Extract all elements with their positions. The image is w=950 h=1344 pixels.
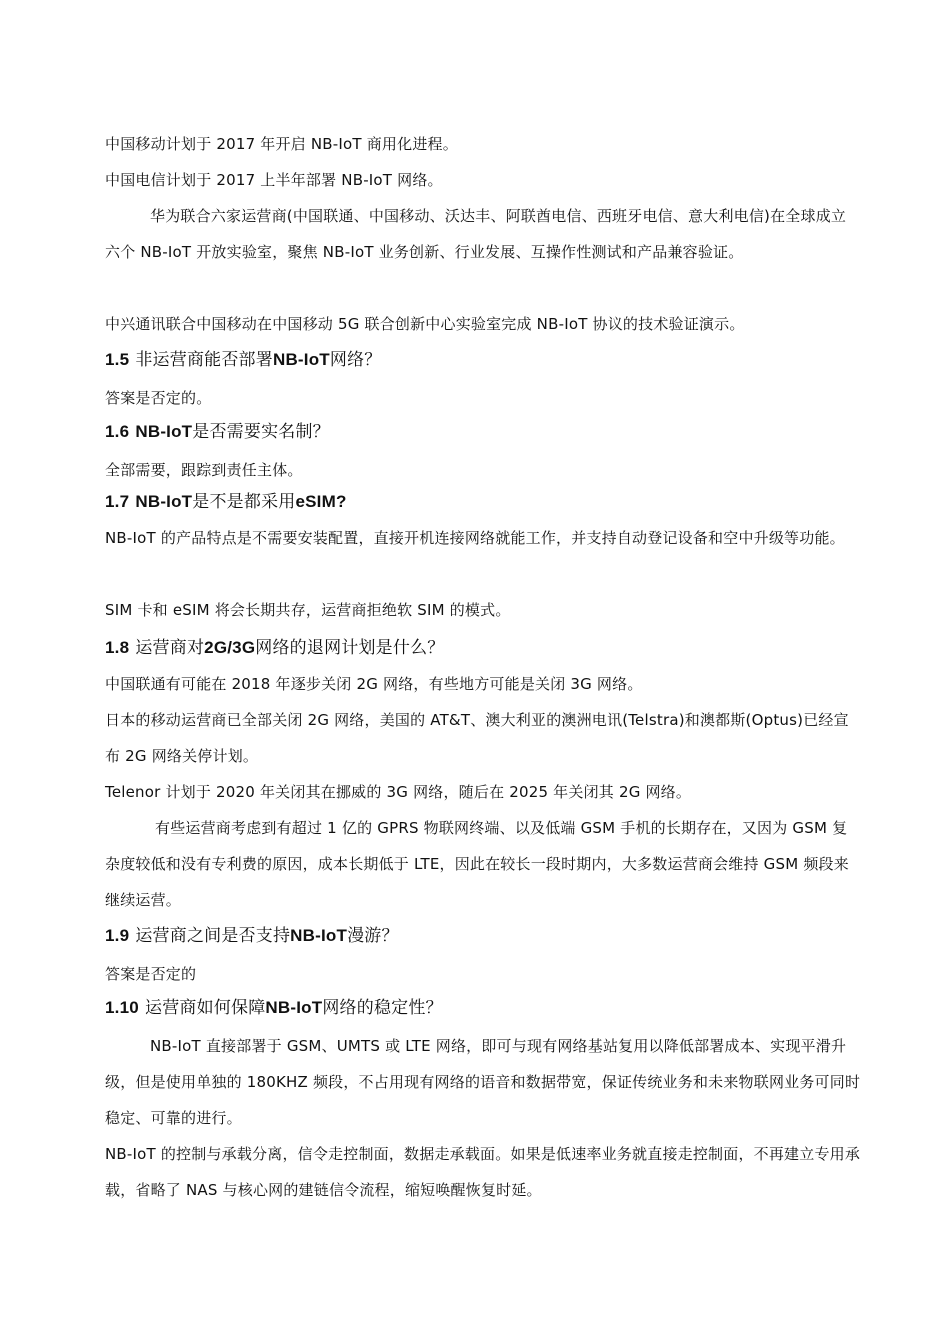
heading-text-post: 是否需要实名制？	[192, 422, 330, 442]
paragraph-japan-us-australia: 日本的移动运营商已全部关闭 2G 网络，美国的 AT&T、澳大利亚的澳洲电讯(Telstra)和澳都斯(Optus)已经宣布 2G 网络关停计划。	[105, 711, 849, 765]
heading-number: 1.6	[105, 422, 130, 441]
heading-text-bold: NB-IoT	[135, 422, 193, 441]
heading-text-post: 漫游？	[347, 926, 399, 946]
paragraph-gsm-maintenance: 有些运营商考虑到有超过 1 亿的 GPRS 物联网终端、以及低端 GSM 手机的长期存在，又因为 GSM 复杂度较低和没有专利费的原因，成本长期低于 LTE，因此在较长一段时期内，大多数运营商会维持 GSM 频段来继续运营。	[105, 819, 849, 909]
paragraph-china-telecom-plan: 中国电信计划于 2017 上半年部署 NB-IoT 网络。	[105, 171, 443, 189]
paragraph-sim-esim: SIM 卡和 eSIM 将会长期共存，运营商拒绝软 SIM 的模式。	[105, 601, 511, 619]
paragraph-zte-demo: 中兴通讯联合中国移动在中国移动 5G 联合创新中心实验室完成 NB-IoT 协议的技术验证演示。	[105, 315, 745, 333]
heading-1-10	[105, 990, 861, 1026]
heading-1-7	[105, 484, 861, 520]
heading-1-6	[105, 414, 861, 450]
heading-number: 1.7	[105, 492, 130, 511]
heading-number: 1.10	[105, 998, 139, 1017]
heading-text-pre: 运营商之间是否支持	[135, 926, 291, 946]
heading-number: 1.5	[105, 350, 130, 369]
heading-text-post: 网络的退网计划是什么？	[255, 638, 445, 658]
heading-text-bold: NB-IoT	[135, 492, 193, 511]
heading-text-pre: 运营商对	[135, 638, 205, 658]
paragraph-control-bearer: NB-IoT 的控制与承载分离，信令走控制面，数据走承载面。如果是低速率业务就直接走控制面，不再建立专用承载，省略了 NAS 与核心网的建链信令流程，缩短唤醒恢复时延。	[105, 1145, 861, 1199]
heading-text-bold: 2G/3G	[204, 638, 256, 657]
heading-text-post: 网络的稳定性？	[322, 998, 443, 1018]
heading-number: 1.9	[105, 926, 130, 945]
paragraph-answer-no: 答案是否定的。	[105, 389, 212, 407]
heading-1-5	[105, 342, 861, 378]
paragraph-nbiot-deployment: NB-IoT 直接部署于 GSM、UMTS 或 LTE 网络，即可与现有网络基站复用以降低部署成本、实现平滑升级，但是使用单独的 180KHZ 频段，不占用现有网络的语音和数据带宽，保证传统业务和未来物联网业务可同时稳定、可靠的进行。	[105, 1037, 861, 1127]
heading-text-post: 是不是都采用	[192, 492, 296, 512]
heading-number: 1.8	[105, 638, 130, 657]
paragraph-china-mobile-plan: 中国移动计划于 2017 年开启 NB-IoT 商用化进程。	[105, 135, 458, 153]
paragraph-all-required: 全部需要，跟踪到责任主体。	[105, 461, 303, 479]
paragraph-huawei-labs: 华为联合六家运营商(中国联通、中国移动、沃达丰、阿联酋电信、西班牙电信、意大利电信)在全球成立六个 NB-IoT 开放实验室，聚焦 NB-IoT 业务创新、行业发展、互操作性测试和产品兼容验证。	[105, 207, 847, 261]
paragraph-china-unicom: 中国联通有可能在 2018 年逐步关闭 2G 网络，有些地方可能是关闭 3G 网络。	[105, 675, 643, 693]
heading-text-bold: NB-IoT	[265, 998, 323, 1017]
heading-text-pre: 非运营商能否部署	[135, 350, 273, 370]
heading-1-9	[105, 918, 861, 954]
heading-text-bold-2: eSIM?	[295, 492, 347, 511]
heading-text-pre: 运营商如何保障	[145, 998, 266, 1018]
heading-text-bold: NB-IoT	[290, 926, 348, 945]
heading-1-8	[105, 630, 861, 666]
paragraph-telenor: Telenor 计划于 2020 年关闭其在挪威的 3G 网络，随后在 2025 年关闭其 2G 网络。	[105, 783, 692, 801]
paragraph-answer-no-2: 答案是否定的	[105, 965, 197, 983]
heading-text-post: 网络？	[329, 350, 382, 370]
paragraph-nbiot-features: NB-IoT 的产品特点是不需要安装配置，直接开机连接网络就能工作，并支持自动登记设备和空中升级等功能。	[105, 529, 845, 547]
heading-text-bold: NB-IoT	[272, 350, 330, 369]
